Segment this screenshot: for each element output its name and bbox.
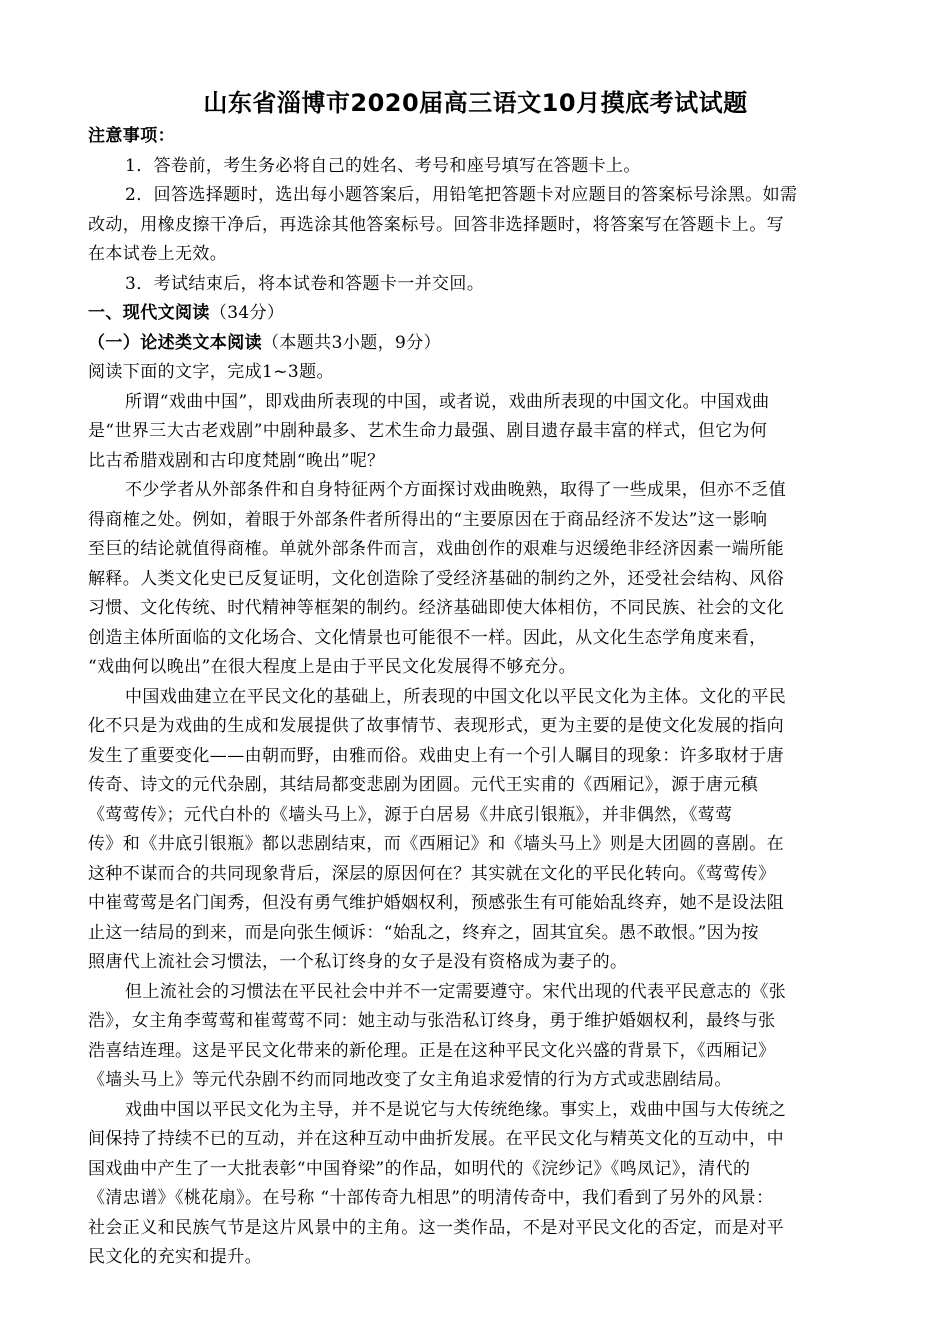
- passage-line: 所谓“戏曲中国”，即戏曲所表现的中国，或者说，戏曲所表现的中国文化。中国戏曲: [125, 391, 770, 412]
- passage-line: 浩》，女主角李莺莺和崔莺莺不同：她主动与张浩私订终身，勇于维护婚姻权利，最终与张: [88, 1011, 776, 1031]
- notice-list: [88, 152, 863, 300]
- passage-line: 《莺莺传》；元代白朴的《墙头马上》，源于白居易《井底引银瓶》，并非偶然，《莺莺: [88, 804, 733, 825]
- subsection-heading: [88, 329, 863, 359]
- passage-line: 习惯、文化传统、时代精神等框架的制约。经济基础即使大体相仿，不同民族、社会的文化: [88, 598, 784, 618]
- passage-line: 传》和《井底引银瓶》都以悲剧结束，而《西厢记》和《墙头马上》则是大团圆的喜剧。在: [88, 834, 784, 854]
- document-page: [88, 86, 863, 1273]
- section-title: 一、现代文阅读: [88, 303, 210, 323]
- passage-line: 社会正义和民族气节是这片风景中的主角。这一类作品，不是对平民文化的否定，而是对平: [88, 1217, 784, 1238]
- notice-item-2-cont: 在本试卷上无效。: [88, 244, 228, 264]
- passage-line: “戏曲何以晚出”在很大程度上是由于平民文化发展得不够充分。: [88, 657, 576, 677]
- passage-line: 照唐代上流社会习惯法，一个私订终身的女子是没有资格成为妻子的。: [88, 952, 628, 972]
- section-heading: [88, 299, 863, 329]
- subsection-meta: （本题共3小题，9分）: [262, 332, 442, 353]
- passage-line: 这种不谋而合的共同现象背后，深层的原因何在？其实就在文化的平民化转向。《莺莺传》: [88, 863, 776, 884]
- section-score: （34分）: [209, 303, 285, 323]
- passage-line: 但上流社会的习惯法在平民社会中并不一定需要遵守。宋代出现的代表平民意志的《张: [125, 981, 787, 1002]
- reading-instruction: 阅读下面的文字，完成1~3题。: [88, 362, 334, 382]
- passage-line: 《墙头马上》等元代杂剧不约而同地改变了女主角追求爱情的行为方式或悲剧结局。: [88, 1070, 732, 1090]
- passage-line: 中崔莺莺是名门闺秀，但没有勇气维护婚姻权利，预感张生有可能始乱终弃，她不是设法阻: [88, 893, 784, 913]
- passage-line: 解释。人类文化史已反复证明，文化创造除了受经济基础的制约之外，还受社会结构、风俗: [88, 568, 784, 589]
- passage-line: 中国戏曲建立在平民文化的基础上，所表现的中国文化以平民文化为主体。文化的平民: [125, 686, 787, 707]
- passage-line: 国戏曲中产生了一大批表彰“中国脊梁”的作品，如明代的《浣纱记》《鸣凤记》，清代的: [88, 1158, 751, 1179]
- passage-line: 至巨的结论就值得商榷。单就外部条件而言，戏曲创作的艰难与迟缓绝非经济因素一端所能: [88, 539, 784, 559]
- passage-line: 是“世界三大古老戏剧”中剧种最多、艺术生命力最强、剧目遗存最丰富的样式，但它为何: [88, 421, 768, 441]
- passage: [88, 388, 863, 1273]
- notice-item-2: 2．回答选择题时，选出每小题答案后，用铅笔把答题卡对应题目的答案标号涂黑。如需: [125, 185, 798, 205]
- notice-item-1: 1．答卷前，考生务必将自己的姓名、考号和座号填写在答题卡上。: [125, 155, 641, 176]
- passage-line: 得商榷之处。例如，着眼于外部条件者所得出的“主要原因在于商品经济不发达”这一影响: [88, 509, 768, 530]
- passage-line: 民文化的充实和提升。: [88, 1247, 262, 1267]
- notice-heading: 注意事项：: [88, 126, 175, 146]
- passage-line: 传奇、诗文的元代杂剧，其结局都变悲剧为团圆。元代王实甫的《西厢记》，源于唐元稹: [88, 775, 759, 795]
- passage-line: 戏曲中国以平民文化为主导，并不是说它与大传统绝缘。事实上，戏曲中国与大传统之: [125, 1099, 787, 1120]
- subsection-title: （一）论述类文本阅读: [88, 332, 262, 353]
- notice-item-3: 3．考试结束后，将本试卷和答题卡一并交回。: [125, 273, 485, 294]
- passage-line: 比古希腊戏剧和古印度梵剧“晚出”呢？: [88, 450, 385, 471]
- passage-line: 间保持了持续不已的互动，并在这种互动中曲折发展。在平民文化与精英文化的互动中，中: [88, 1129, 784, 1149]
- passage-line: 发生了重要变化——由朝而野，由雅而俗。戏曲史上有一个引人瞩目的现象：许多取材于唐: [88, 745, 784, 766]
- passage-line: 止这一结局的到来，而是向张生倾诉：“始乱之，终弃之，固其宜矣。愚不敢恨。”因为按: [88, 922, 759, 943]
- passage-line: 《清忠谱》《桃花扇》。在号称 “十部传奇九相思”的明清传奇中，我们看到了另外的风景：: [88, 1188, 774, 1208]
- document-title: 山东省淄博市2020届高三语文10月摸底考试试题: [203, 89, 748, 117]
- passage-line: 化不只是为戏曲的生成和发展提供了故事情节、表现形式，更为主要的是使文化发展的指向: [88, 716, 784, 736]
- passage-line: 创造主体所面临的文化场合、文化情景也可能很不一样。因此，从文化生态学角度来看，: [88, 627, 767, 648]
- passage-line: 浩喜结连理。这是平民文化带来的新伦理。正是在这种平民文化兴盛的背景下，《西厢记》: [88, 1040, 776, 1061]
- notice-item-2-cont: 改动，用橡皮擦干净后，再选涂其他答案标号。回答非选择题时，将答案写在答题卡上。写: [88, 214, 784, 235]
- passage-line: 不少学者从外部条件和自身特征两个方面探讨戏曲晚熟，取得了一些成果，但亦不乏值: [125, 480, 787, 500]
